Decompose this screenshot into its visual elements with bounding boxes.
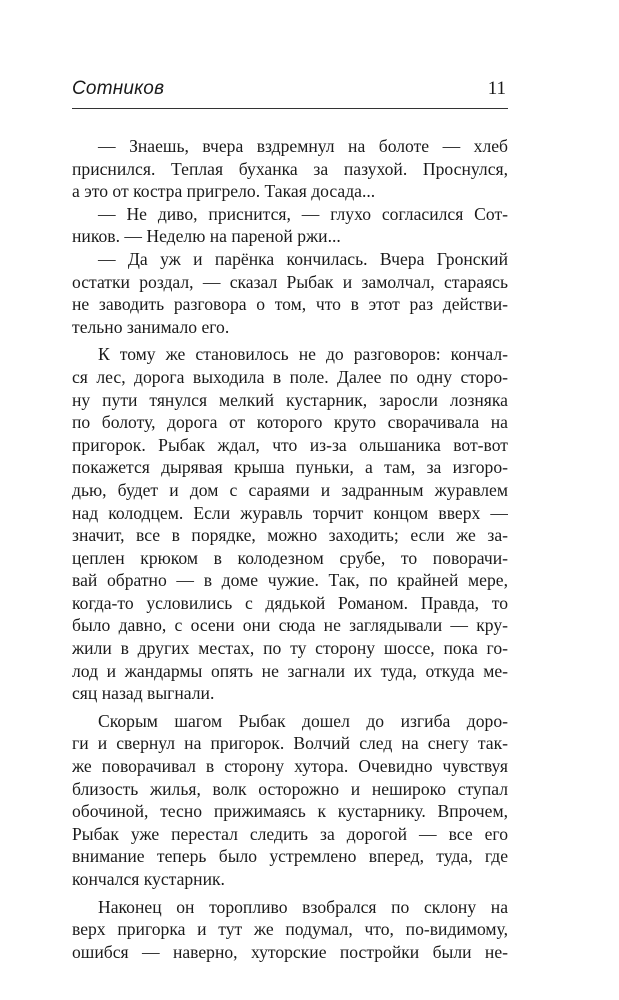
text-line: по болоту, дорога от которого круто сворачивала на xyxy=(72,412,508,433)
text-line: значит, все в порядке, можно заходить; если же за- xyxy=(72,525,508,546)
text-line: ну пути тянулся мелкий кустарник, заросли лозняка xyxy=(72,389,508,410)
text-line: цеплен крюком в колодезном срубе, то поворачи- xyxy=(72,547,508,568)
text-line: ников. — Неделю на пареной ржи... xyxy=(72,226,341,247)
text-line: внимание теперь было устремлено вперед, туда, где xyxy=(72,846,508,867)
page-number: 11 xyxy=(487,78,506,99)
text-line: Скорым шагом Рыбак дошел до изгиба доро- xyxy=(98,710,508,731)
text-line: а это от костра пригрело. Такая досада... xyxy=(72,181,376,202)
text-line: ошибся — наверно, хуторские постройки были не- xyxy=(72,941,508,962)
text-line: вай обратно — в доме чужие. Так, по крайней мере, xyxy=(72,570,508,591)
text-line: не заводить разговора о том, что в этот раз действи- xyxy=(72,294,508,315)
text-line: К тому же становилось не до разговоров: кончал- xyxy=(98,344,508,365)
text-line: когда-то условились с дядькой Романом. Правда, то xyxy=(72,592,508,613)
text-line: верх пригорка и тут же подумал, что, по-видимому, xyxy=(72,919,508,940)
text-line: Рыбак уже перестал следить за дорогой — все его xyxy=(72,823,508,844)
text-line: же поворачивал в сторону хутора. Очевидно чувствуя xyxy=(72,756,508,777)
running-header xyxy=(72,78,508,109)
text-line: пригорок. Рыбак ждал, что из-за ольшаника вот-вот xyxy=(72,434,508,455)
text-line: кончался кустарник. xyxy=(72,869,225,889)
text-line: над колодцем. Если журавль торчит концом вверх — xyxy=(72,502,508,523)
text-line: — Да уж и парёнка кончилась. Вчера Гронский xyxy=(98,248,508,269)
text-line: было давно, с осени они сюда не заглядывали — кру- xyxy=(72,615,508,636)
text-line: Наконец он торопливо взобрался по склону на xyxy=(98,896,508,917)
text-line: ся лес, дорога выходила в поле. Далее по одну сторо- xyxy=(72,366,508,387)
text-line: остатки роздал, — сказал Рыбак и замолчал, стараясь xyxy=(72,271,508,292)
text-line: дью, будет и дом с сараями и задранным журавлем xyxy=(72,479,508,500)
text-line: лод и жандармы опять не загнали их туда, откуда ме- xyxy=(72,660,508,681)
text-line: — Не диво, приснится, — глухо согласился Сот- xyxy=(98,203,508,224)
text-line: тельно занимало его. xyxy=(72,316,230,337)
text-line: — Знаешь, вчера вздремнул на болоте — хлеб xyxy=(98,136,508,156)
text-line: близость жилья, волк осторожно и неширoко ступал xyxy=(72,778,508,799)
chapter-title: Сотников xyxy=(72,78,165,99)
body-text xyxy=(72,135,508,963)
text-line: покажется дырявая крыша пуньки, а там, за изгоро- xyxy=(72,457,508,478)
text-line: обочиной, тесно прижимаясь к кустарнику. Впрочем, xyxy=(72,801,508,822)
text-line: жили в других местах, по ту сторону шоссе, пока го- xyxy=(72,638,508,659)
text-line: ги и свернул на пригорок. Волчий след на снегу так- xyxy=(72,733,508,754)
text-line: приснился. Теплая буханка за пазухой. Проснулся, xyxy=(72,158,508,179)
text-line: сяц назад выгнали. xyxy=(72,683,215,704)
